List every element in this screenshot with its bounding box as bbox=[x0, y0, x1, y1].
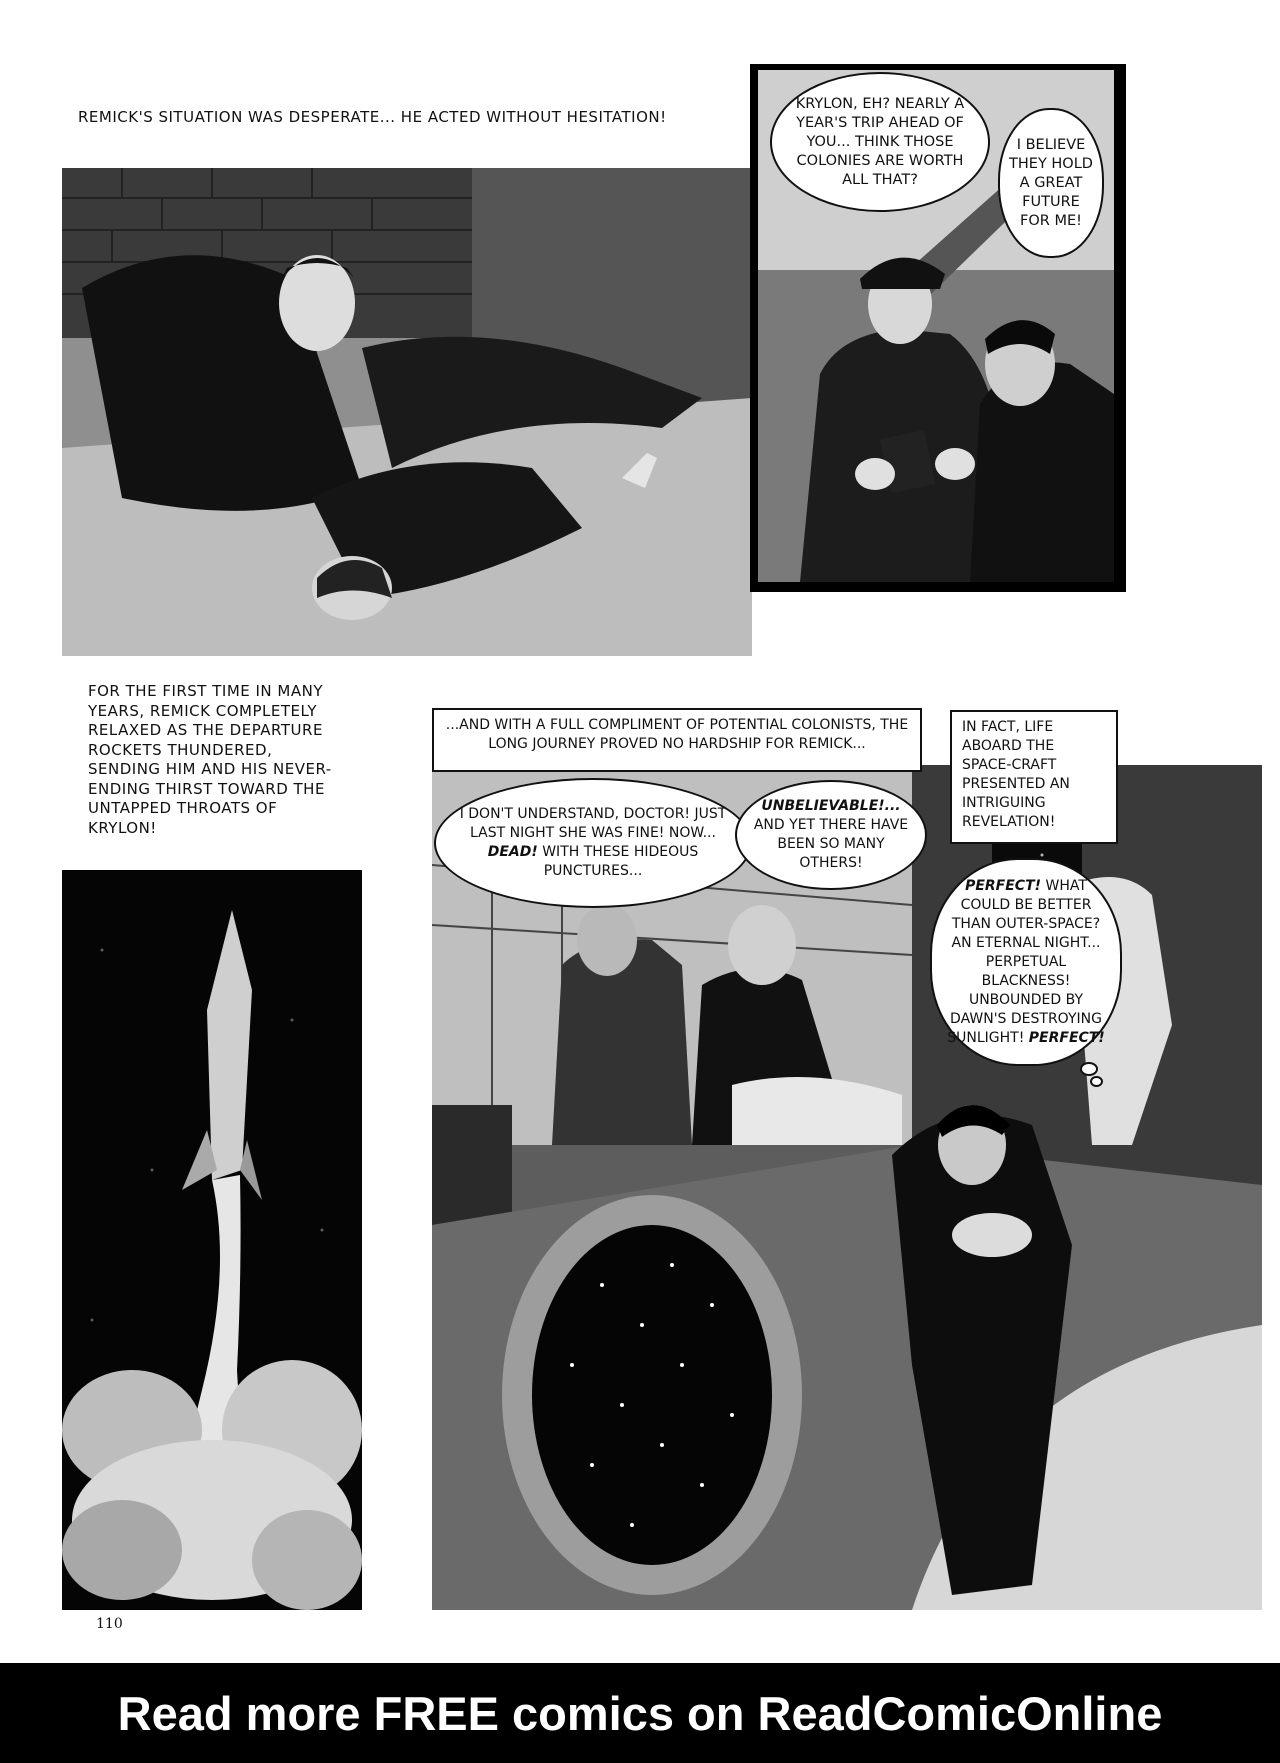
caption-journey: ...AND WITH A FULL COMPLIMENT OF POTENTIAL COLONISTS, THE LONG JOURNEY PROVED NO HARDSHIP FOR REMICK... bbox=[432, 708, 922, 772]
panel-rocket-art bbox=[62, 870, 362, 1610]
balloon-doctor-plea-a: I DON'T UNDERSTAND, DOCTOR! JUST LAST NIGHT SHE WAS FINE! NOW... bbox=[459, 806, 727, 841]
thought-perfect-c: PERFECT! bbox=[1028, 1029, 1105, 1046]
panel-struggle-art bbox=[62, 168, 752, 656]
thought-perfect-a: PERFECT! bbox=[965, 877, 1042, 894]
balloon-doctor-plea-b: DEAD! bbox=[487, 844, 538, 860]
panel-rocket bbox=[62, 870, 362, 1610]
balloon-doctor-reply-a: UNBELIEVABLE!... bbox=[761, 798, 901, 814]
caption-top: REMICK'S SITUATION WAS DESPERATE... HE ACTED WITHOUT HESITATION! bbox=[78, 108, 667, 126]
thought-perfect bbox=[930, 858, 1122, 1066]
balloon-doctor-reply-b: AND YET THERE HAVE BEEN SO MANY OTHERS! bbox=[753, 817, 909, 871]
balloon-doctor-plea-c: WITH THESE HIDEOUS PUNCTURES... bbox=[542, 844, 699, 879]
panel-struggle bbox=[62, 168, 752, 656]
caption-revelation: IN FACT, LIFE ABOARD THE SPACE-CRAFT PRESENTED AN INTRIGUING REVELATION! bbox=[950, 710, 1118, 844]
thought-perfect-b: WHAT COULD BE BETTER THAN OUTER-SPACE? AN ETERNAL NIGHT... PERPETUAL BLACKNESS! UNBOUNDED BY DAWN'S DESTROYING SUNLIGHT! bbox=[947, 877, 1102, 1046]
page-number: 110 bbox=[96, 1616, 123, 1632]
promo-banner-text[interactable]: Read more FREE comics on ReadComicOnline bbox=[117, 1686, 1163, 1740]
balloon-doctor-reply bbox=[735, 780, 927, 890]
balloon-doctor-plea bbox=[434, 778, 752, 908]
promo-banner[interactable] bbox=[0, 1663, 1280, 1763]
thought-bubble-dot-1 bbox=[1080, 1062, 1098, 1076]
balloon-officer: KRYLON, EH? NEARLY A YEAR'S TRIP AHEAD OF YOU... THINK THOSE COLONIES ARE WORTH ALL THAT? bbox=[770, 72, 990, 212]
thought-bubble-dot-2 bbox=[1090, 1076, 1103, 1087]
balloon-remick-reply: I BELIEVE THEY HOLD A GREAT FUTURE FOR ME! bbox=[998, 108, 1104, 258]
caption-departure: FOR THE FIRST TIME IN MANY YEARS, REMICK COMPLETELY RELAXED AS THE DEPARTURE ROCKETS THUNDERED, SENDING HIM AND HIS NEVER-ENDING THIRST TOWARD THE UNTAPPED THROATS OF KRYLON! bbox=[88, 682, 332, 837]
